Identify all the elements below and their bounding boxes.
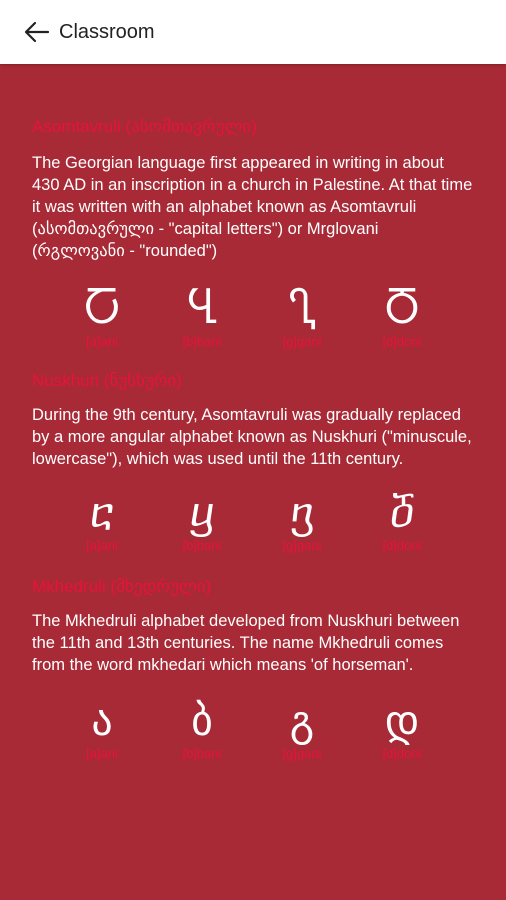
page-title: Classroom [59,20,155,43]
letter-glyph: ა [91,696,113,745]
letter-item[interactable] [272,696,332,762]
letter-item[interactable] [272,488,332,554]
arrow-left-icon [24,21,50,43]
letter-label: [b]bani [182,746,222,761]
letter-label: [d]doni [382,746,422,761]
letter-glyph: ⴀ [89,488,115,537]
letter-glyph: Ⴂ [287,284,317,333]
section-title: Mkhedruli (მხედრული) [32,577,212,596]
letter-item[interactable] [372,488,432,554]
section-asomtavruli [32,116,474,350]
letter-item[interactable] [172,284,232,350]
letter-label: [g]gani [282,746,322,761]
letter-label: [b]bani [182,538,222,553]
letter-glyph: Ⴃ [384,284,420,333]
letter-item[interactable] [372,284,432,350]
section-text: During the 9th century, Asomtavruli was gradually replaced by a more angular alphabet known as Nuskhuri ("minuscule, lowercase"), which was used until the 11th century. [32,406,472,468]
section-text: The Mkhedruli alphabet developed from Nuskhuri between the 11th and 13th centuries. The name Mkhedruli comes from the word mkhedari which means 'of horseman'. [32,612,460,674]
letter-label: [a]ani [86,334,118,349]
letter-item[interactable] [272,284,332,350]
letter-glyph: დ [384,696,420,745]
letter-row [32,284,474,350]
letter-label: [d]doni [382,334,422,349]
letter-label: [d]doni [382,538,422,553]
letter-glyph: გ [289,696,315,745]
letter-item[interactable] [72,696,132,762]
lesson-content [0,116,506,762]
back-button[interactable] [17,12,57,52]
letter-glyph: ⴂ [290,488,314,537]
letter-row [32,696,474,762]
letter-item[interactable] [72,488,132,554]
letter-row [32,488,474,554]
section-title: Nuskhuri (ნუსხური) [32,371,182,390]
section-text: The Georgian language first appeared in writing in about 430 AD in an inscription in a church in Palestine. At that time it was written with an alphabet known as Asomtavruli (ასომთავრული - "capital letters") or Mrglovani (რგლოვანი - "rounded") [32,154,473,260]
letter-item[interactable] [372,696,432,762]
letter-label: [a]ani [86,538,118,553]
section-title: Asomtavruli (ასომთავრული) [32,117,257,136]
letter-item[interactable] [72,284,132,350]
letter-label: [g]gani [282,334,322,349]
letter-glyph: Ⴁ [186,284,218,333]
letter-glyph: ⴁ [189,488,215,537]
letter-label: [g]gani [282,538,322,553]
letter-glyph: ბ [191,696,213,745]
letter-item[interactable] [172,488,232,554]
letter-glyph: Ⴀ [83,284,121,333]
letter-label: [b]bani [182,334,222,349]
section-mkhedruli [32,576,474,762]
letter-item[interactable] [172,696,232,762]
section-nuskhuri [32,370,474,554]
letter-label: [a]ani [86,746,118,761]
app-bar [0,0,506,64]
letter-glyph: ⴃ [389,488,415,537]
